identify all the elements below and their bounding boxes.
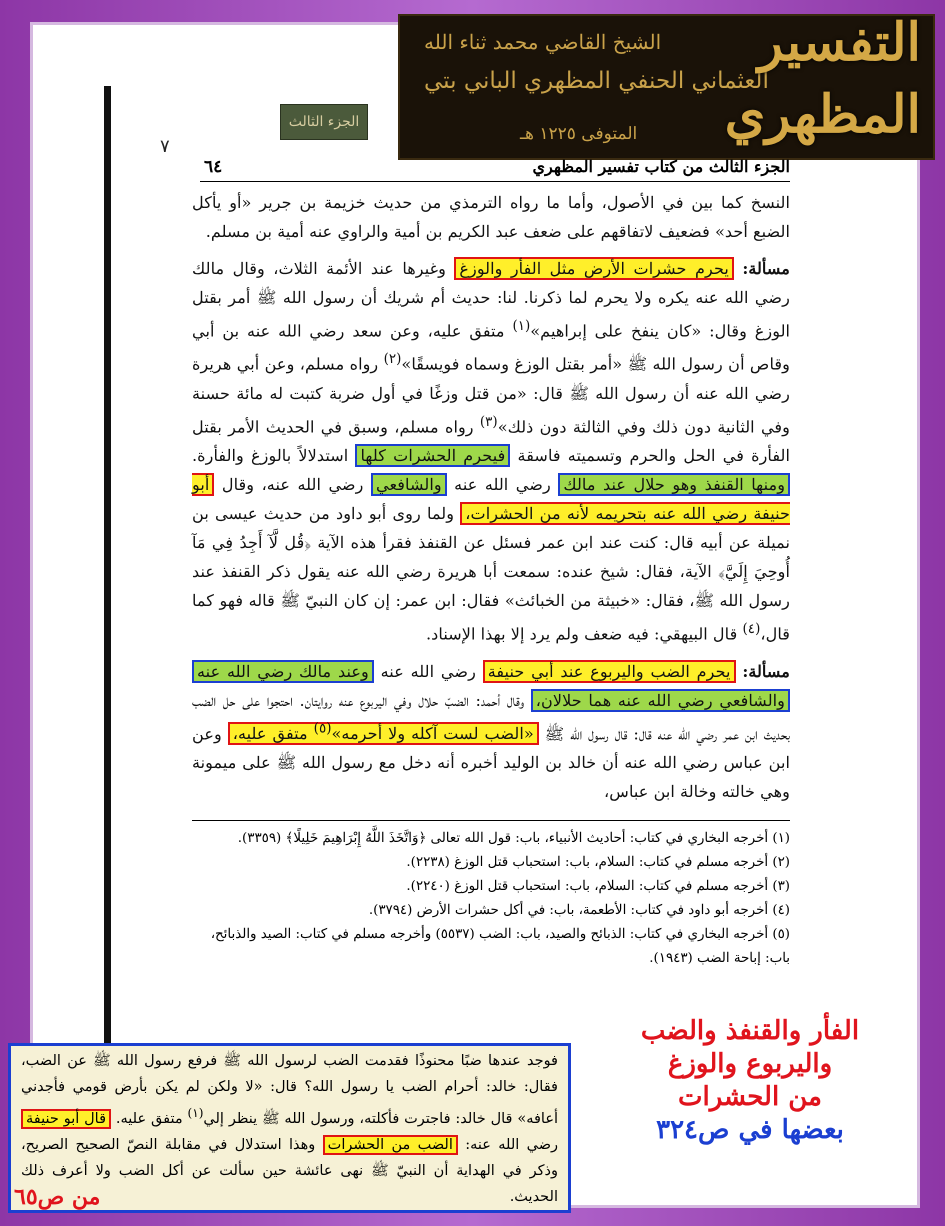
inset-text: فوجد عندها ضبًا محنوذًا فقدمت الضب لرسول الله ﷺ فرفع رسول الله ﷺ عن الضب، فقال: خالد: أحرام الضب يا رسول الله؟ قال: «لا ولكن لم يكن بأرض قومي فأجدني أعافه» قال خالد: فاجترت فأكلته، ورسول الله ﷺ ينظر إلي bbox=[21, 1053, 559, 1127]
highlight-dabb-forbidden: يحرم الضب واليربوع عند أبي حنيفة bbox=[483, 660, 736, 683]
inset-text: متفق عليه. bbox=[115, 1110, 183, 1127]
inset-text: وهذا استدلال في مقابلة النصّ الصحيح الصريح، وذكر في الهداية أن النبيّ ﷺ نهى عائشة حين سألت عن أكل الضب ولا أعرف ذلك الحديث. bbox=[21, 1136, 558, 1205]
highlight-insects-forbidden: يحرم حشرات الأرض مثل الفأر والوزغ bbox=[454, 257, 734, 280]
highlight-shafii-halal: والشافعي رضي الله عنه هما حلالان، bbox=[531, 689, 790, 712]
page-mark: ٧ bbox=[160, 136, 170, 157]
highlight-malik: وعند مالك رضي الله عنه bbox=[192, 660, 374, 683]
hadith-agreed: متفق عليه، bbox=[232, 723, 308, 743]
volume-badge: الجزء الثالث bbox=[280, 104, 368, 140]
text-segment: ولما روى أبو داود من حديث عيسى بن نميلة عن أبيه قال: كنت عند ابن عمر فسئل عن القنفذ فقرأ هذه الآية ﴿قُل لَّآ أَجِدُ فِي مَآ أُوحِيَ إِلَيَّ﴾ الآية، فقال: شيخ عنده: سمعت أبا هريرة رضي الله عنه يقول ذكر القنفذ عند رسول الله ﷺ، فقال: «خبيثة من الخبائث» فقال: ابن عمر: إن كان النبيّ ﷺ قاله فهو كما قال، bbox=[192, 504, 790, 644]
masala-label: مسألة: bbox=[742, 259, 790, 278]
footnote-ref: (٤) bbox=[742, 621, 761, 638]
running-head-title: الجزء الثالث من كتاب تفسير المظهري bbox=[532, 157, 790, 176]
highlight-dabb-insect: الضب من الحشرات bbox=[323, 1135, 458, 1155]
note-line: واليربوع والوزغ bbox=[667, 1049, 833, 1079]
footnote-ref: (٥) bbox=[313, 720, 332, 737]
running-head bbox=[200, 157, 790, 182]
note-page-ref: بعضها في ص٣٢٤ bbox=[656, 1115, 844, 1145]
main-text bbox=[192, 188, 790, 814]
footnote-item: (٤) أخرجه أبو داود في كتاب: الأطعمة، باب: في أكل حشرات الأرض (٣٧٩٤). bbox=[368, 903, 790, 918]
highlight-abu-hanifa: قال أبو حنيفة bbox=[21, 1109, 111, 1129]
page-edge-bar bbox=[104, 86, 111, 1210]
note-line: من الحشرات bbox=[678, 1082, 822, 1112]
banner-title-tafsir: التفسير bbox=[757, 14, 921, 73]
highlight-shafii: والشافعي bbox=[371, 473, 447, 496]
banner-title-mazhari: المظهري bbox=[724, 84, 921, 145]
footnote-ref: (٢) bbox=[383, 351, 402, 368]
footnote-item: (٣) أخرجه مسلم في كتاب: السلام، باب: استحباب قتل الوزغ (٢٢٤٠). bbox=[406, 879, 790, 894]
text-segment: رواه مسلم، وسبق في الحديث الأمر بقتل الفأرة في الحل والحرم وتسميته فاسقة bbox=[192, 417, 790, 466]
hadith-text: «الضب لست آكله ولا أحرمه» bbox=[331, 723, 534, 743]
inset-page-ref: من ص٦٥ bbox=[14, 1184, 101, 1210]
page-number: ٦٤ bbox=[204, 157, 223, 177]
highlight-all-insects: فيحرم الحشرات كلها bbox=[355, 444, 510, 467]
banner-author-line1: الشيخ القاضي محمد ثناء الله bbox=[424, 30, 662, 54]
text-segment: رضي الله عنه، وقال bbox=[221, 475, 364, 495]
highlight-hadith-dabb bbox=[228, 722, 539, 745]
annotation-note bbox=[600, 1015, 900, 1147]
paragraph-intro: النسخ كما بين في الأصول، وأما ما رواه الترمذي من حديث خزيمة بن جرير «أو يأكل الضبع أحد» فضعيف لاتفاقهم على ضعف عبد الكريم بن أمية والراوي عنه أمية بن مسلم. bbox=[192, 193, 790, 241]
paragraph-masala-2 bbox=[192, 657, 790, 806]
footnote-item: (١) أخرجه البخاري في كتاب: أحاديث الأنبياء، باب: قول الله تعالى ﴿وَاتَّخَذَ اللَّهُ إِبْرَاهِيمَ خَلِيلًا﴾ (٣٣٥٩). bbox=[237, 831, 790, 846]
text-segment: متفق عليه، وعن سعد رضي الله عنه بن أبي وقاص أن رسول الله ﷺ «أمر بقتل الوزغ وسماه فويسقًا» bbox=[192, 321, 790, 374]
inset-text: رضي الله عنه: bbox=[465, 1136, 559, 1153]
footnote-ref: (١) bbox=[512, 318, 531, 334]
book-cover-banner bbox=[398, 14, 935, 160]
banner-author-line2: العثماني الحنفي المظهري الباني بتي bbox=[424, 68, 769, 94]
banner-death-date: المتوفى ١٢٢٥ هـ bbox=[520, 124, 638, 144]
text-segment: وغيرها عند الأئمة الثلاث، وقال مالك رضي الله عنه يكره ولا يحرم لما ذكرنا. لنا: حديث أم شريك أن رسول الله ﷺ أمر بقتل الوزغ وقال: «كان ينفخ على إبراهيم» bbox=[192, 259, 790, 341]
footnotes bbox=[192, 820, 790, 971]
text-segment: رضي الله عنه bbox=[380, 661, 476, 681]
text-segment: رواه مسلم، وعن أبي هريرة رضي الله عنه أن رسول الله ﷺ قال: «من قتل وزغًا في أول ضربة كتبت له مائة حسنة وفي الثانية دون ذلك وفي الثالثة دون ذلك» bbox=[192, 354, 790, 437]
footnote-item: (٥) أخرجه البخاري في كتاب: الذبائح والصيد، باب: الضب (٥٥٣٧) وأخرجه مسلم في كتاب: الصيد والذبائح، باب: إباحة الضب (١٩٤٣). bbox=[210, 927, 790, 966]
text-segment: وعن ابن عباس رضي الله عنه أن خالد بن الوليد أخبره أنه دخل مع رسول الله ﷺ على ميمونة وهي خالته وخالة ابن عباس، bbox=[192, 723, 790, 801]
masala-label: مسألة: bbox=[742, 661, 790, 681]
text-segment: وقال أحمد: الضبّ حلال وفي اليربوع عنه روايتان. احتجوا على حل الضب بحديث ابن عمر رضي الله عنه قال: قال رسول الله ﷺ bbox=[192, 690, 790, 743]
text-segment: رضي الله عنه bbox=[454, 475, 551, 495]
footnote-item: (٢) أخرجه مسلم في كتاب: السلام، باب: استحباب قتل الوزغ (٢٢٣٨). bbox=[406, 855, 790, 870]
text-segment: استدلالاً بالوزغ والفأرة. bbox=[192, 446, 349, 466]
highlight-abu-hanifa-hedgehog: أبو حنيفة رضي الله عنه بتحريمه لأنه من الحشرات، bbox=[192, 475, 790, 524]
paragraph-masala-1 bbox=[192, 254, 790, 649]
footnote-ref: (٣) bbox=[479, 413, 498, 430]
text-segment: قال البيهقي: فيه ضعف ولم يرد إلا بهذا الإسناد. bbox=[426, 624, 738, 644]
note-line: الفأر والقنفذ والضب bbox=[640, 1016, 860, 1046]
footnote-ref: (١) bbox=[187, 1106, 204, 1120]
highlight-hedgehog-halal: ومنها القنفذ وهو حلال عند مالك bbox=[558, 473, 790, 496]
